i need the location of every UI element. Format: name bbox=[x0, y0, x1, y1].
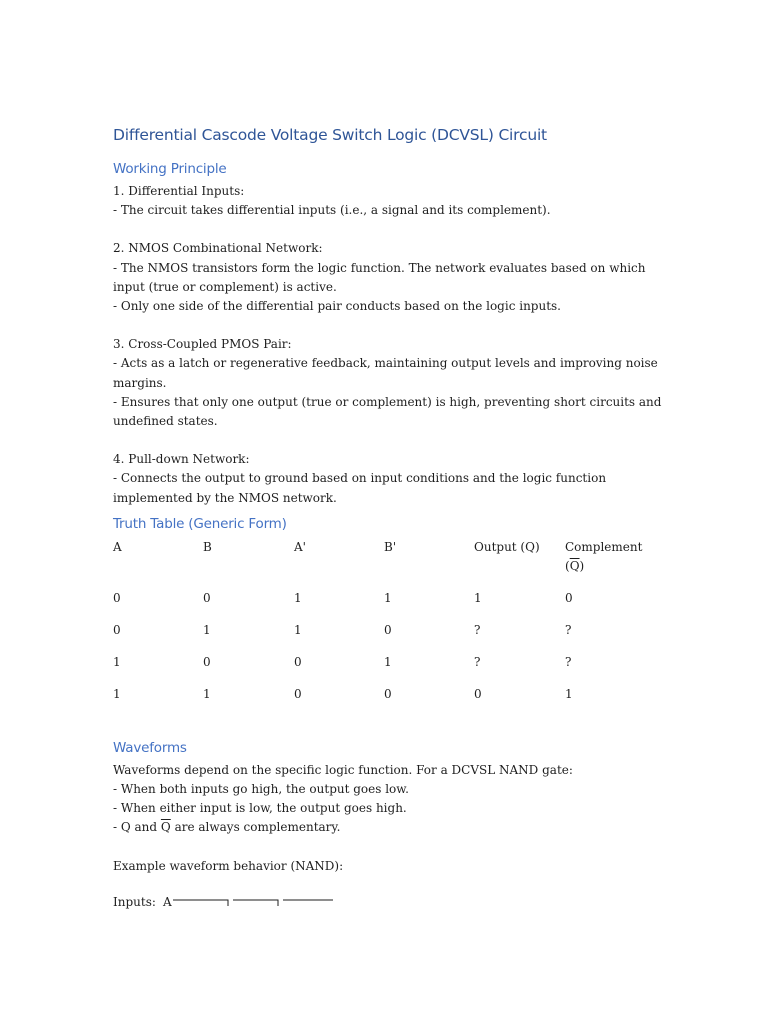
section-title: 4. Pull-down Network: bbox=[113, 452, 250, 467]
waveforms-bullet: - When both inputs go high, the output goes low. bbox=[113, 782, 409, 797]
section-line: - Acts as a latch or regenerative feedback, maintaining output levels and improving noise bbox=[113, 356, 658, 371]
section-line: - Ensures that only one output (true or complement) is high, preventing short circuits and bbox=[113, 394, 662, 409]
document-page bbox=[113, 124, 662, 915]
column-header-a: A bbox=[113, 539, 122, 554]
section-line: undefined states. bbox=[113, 414, 218, 429]
table-cell: 1 bbox=[384, 654, 392, 669]
section-line: - The circuit takes differential inputs (i.e., a signal and its complement). bbox=[113, 203, 551, 218]
principle-section-2 bbox=[113, 239, 653, 316]
waveforms-bullet: - Q and $\overline{Q}$ are always complementary. bbox=[113, 820, 341, 835]
signal-a-label: A bbox=[163, 894, 172, 909]
column-header-b: B bbox=[203, 539, 212, 554]
truth-table-heading: Truth Table (Generic Form) bbox=[113, 515, 287, 532]
section-line: implemented by the NMOS network. bbox=[113, 490, 337, 505]
column-header-b-prime: B' bbox=[384, 539, 397, 554]
principle-section-4 bbox=[113, 450, 653, 508]
table-cell: 0 bbox=[203, 590, 211, 605]
section-line: input (true or complement) is active. bbox=[113, 279, 337, 294]
table-cell: 0 bbox=[294, 686, 302, 701]
table-cell: 1 bbox=[203, 686, 211, 701]
column-header-complement: Complement bbox=[565, 539, 643, 554]
table-cell: 0 bbox=[113, 622, 121, 637]
section-line: - Connects the output to ground based on input conditions and the logic function bbox=[113, 471, 607, 486]
table-cell: 0 bbox=[113, 590, 121, 605]
table-cell: 1 bbox=[294, 590, 302, 605]
section-title: 2. NMOS Combinational Network: bbox=[113, 241, 323, 256]
table-cell: 1 bbox=[294, 622, 302, 637]
inputs-label: Inputs: bbox=[113, 894, 156, 909]
section-line: - Only one side of the differential pair conducts based on the logic inputs. bbox=[113, 299, 561, 314]
table-cell: 0 bbox=[384, 686, 392, 701]
column-header-output: Output (Q) bbox=[474, 539, 540, 554]
waveforms-intro: Waveforms depend on the specific logic function. For a DCVSL NAND gate: bbox=[113, 762, 573, 777]
waveforms-bullet: - When either input is low, the output goes high. bbox=[113, 801, 407, 816]
table-cell: 1 bbox=[203, 622, 211, 637]
table-cell: 0 bbox=[565, 590, 573, 605]
table-cell: ? bbox=[474, 622, 481, 637]
column-header-complement-symbol: $(\overline{Q})$ bbox=[565, 558, 585, 573]
column-header-a-prime: A' bbox=[294, 539, 306, 554]
table-cell: 1 bbox=[113, 654, 121, 669]
table-cell: 0 bbox=[203, 654, 211, 669]
principle-section-1 bbox=[113, 182, 653, 220]
section-line: - The NMOS transistors form the logic function. The network evaluates based on which bbox=[113, 260, 646, 275]
truth-table bbox=[113, 538, 653, 738]
table-cell: 1 bbox=[113, 686, 121, 701]
input-waveform-row bbox=[113, 895, 653, 915]
principle-section-3 bbox=[113, 335, 662, 431]
table-cell: 1 bbox=[565, 686, 573, 701]
table-cell: 0 bbox=[474, 686, 482, 701]
section-title: 3. Cross-Coupled PMOS Pair: bbox=[113, 337, 292, 352]
table-cell: 0 bbox=[294, 654, 302, 669]
section-title: 1. Differential Inputs: bbox=[113, 184, 245, 198]
table-cell: ? bbox=[474, 654, 481, 669]
working-principle-heading: Working Principle bbox=[113, 161, 227, 177]
table-cell: ? bbox=[565, 622, 572, 637]
table-cell: 0 bbox=[384, 622, 392, 637]
example-label: Example waveform behavior (NAND): bbox=[113, 858, 344, 873]
waveforms-heading: Waveforms bbox=[113, 739, 187, 756]
section-line: margins. bbox=[113, 375, 167, 390]
table-cell: 1 bbox=[384, 590, 392, 605]
table-cell: 1 bbox=[474, 590, 482, 605]
table-cell: ? bbox=[565, 654, 572, 669]
document-title: Differential Cascode Voltage Switch Logic (DCVSL) Circuit bbox=[113, 126, 547, 144]
signal-a-waveform bbox=[173, 898, 335, 910]
